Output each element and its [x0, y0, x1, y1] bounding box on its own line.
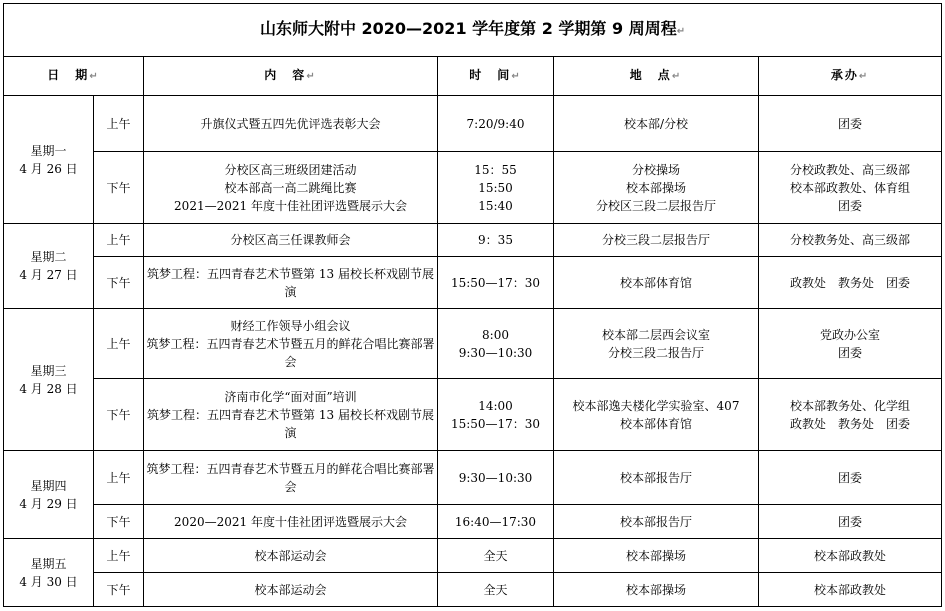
date-label: 4 月 26 日 — [19, 161, 78, 176]
header-content: 内 容↵ — [144, 57, 438, 96]
period-label: 上午 — [106, 116, 131, 131]
org-line: 校本部政教处 — [814, 548, 887, 563]
content-line: 筑梦工程：五四青春艺术节暨五月的鲜花合唱比赛部署会 — [146, 336, 435, 369]
content-line: 筑梦工程：五四青春艺术节暨第 13 届校长杯戏剧节展演 — [147, 266, 434, 299]
title-row — [4, 4, 942, 57]
org-line: 政教处 教务处 团委 — [790, 416, 911, 431]
content-line: 财经工作领导小组会议 — [230, 318, 351, 333]
time-line: 9:30—10:30 — [458, 470, 533, 485]
place-line: 校本部操场 — [625, 582, 686, 597]
content-cell — [144, 152, 438, 224]
day-label: 星期五 — [30, 556, 67, 571]
day-label: 星期一 — [30, 143, 67, 158]
content-line: 升旗仪式暨五四先优评选表彰大会 — [200, 116, 381, 131]
content-cell — [144, 224, 438, 257]
place-line: 校本部体育馆 — [619, 416, 692, 431]
day-cell — [4, 451, 94, 539]
place-line: 校本部操场 — [625, 548, 686, 563]
place-line: 校本部报告厅 — [619, 470, 692, 485]
time-line: 16:40—17:30 — [454, 514, 537, 529]
org-line: 团委 — [838, 116, 863, 131]
org-cell — [759, 224, 942, 257]
org-line: 团委 — [838, 470, 863, 485]
day-cell — [4, 309, 94, 451]
org-line: 团委 — [838, 514, 863, 529]
org-line: 校本部政教处、体育组 — [790, 180, 911, 195]
session-row — [4, 152, 942, 224]
content-line: 分校区高三班级团建活动 — [224, 162, 357, 177]
time-cell — [438, 573, 554, 607]
place-cell — [554, 379, 759, 451]
time-line: 9：35 — [478, 233, 513, 247]
content-line: 2020—2021 年度十佳社团评选暨展示大会 — [174, 514, 407, 529]
period-cell — [94, 539, 144, 573]
session-row — [4, 505, 942, 539]
content-line: 济南市化学“面对面”培训 — [224, 389, 357, 404]
time-cell — [438, 224, 554, 257]
time-cell — [438, 96, 554, 152]
period-cell — [94, 573, 144, 607]
time-cell — [438, 451, 554, 505]
header-date: 日 期↵ — [4, 57, 144, 96]
org-line: 团委 — [838, 198, 863, 213]
org-cell — [759, 379, 942, 451]
place-cell — [554, 309, 759, 379]
time-line: 14:00 — [478, 398, 513, 413]
content-cell — [144, 505, 438, 539]
time-line: 15:50—17：30 — [450, 275, 541, 290]
org-line: 校本部教务处、化学组 — [790, 398, 911, 413]
place-cell — [554, 573, 759, 607]
session-row — [4, 257, 942, 309]
org-cell — [759, 96, 942, 152]
time-line: 15：55 — [474, 162, 517, 177]
period-cell — [94, 379, 144, 451]
period-label: 下午 — [106, 582, 131, 597]
place-cell — [554, 505, 759, 539]
session-row — [4, 224, 942, 257]
date-label: 4 月 28 日 — [19, 381, 78, 396]
session-row — [4, 96, 942, 152]
day-label: 星期三 — [30, 363, 67, 378]
content-line: 校本部运动会 — [254, 548, 327, 563]
place-cell — [554, 152, 759, 224]
session-row — [4, 379, 942, 451]
time-cell — [438, 257, 554, 309]
period-cell — [94, 257, 144, 309]
place-line: 分校操场 — [631, 162, 680, 177]
time-line: 15:50 — [478, 180, 513, 195]
org-cell — [759, 573, 942, 607]
place-line: 校本部体育馆 — [619, 275, 692, 290]
period-label: 上午 — [106, 336, 131, 351]
place-cell — [554, 96, 759, 152]
period-label: 上午 — [106, 470, 131, 485]
time-line: 15:40 — [478, 198, 513, 213]
time-cell — [438, 539, 554, 573]
content-cell — [144, 379, 438, 451]
period-cell — [94, 505, 144, 539]
content-cell — [144, 309, 438, 379]
session-row — [4, 309, 942, 379]
weekly-schedule-table — [3, 3, 942, 607]
org-line: 团委 — [838, 345, 863, 360]
content-line: 校本部高一高二跳绳比赛 — [224, 180, 357, 195]
session-row — [4, 573, 942, 607]
date-label: 4 月 30 日 — [19, 574, 78, 589]
place-line: 分校区三段二层报告厅 — [595, 198, 716, 213]
day-label: 星期二 — [30, 250, 67, 264]
day-label: 星期四 — [30, 478, 67, 493]
session-row — [4, 451, 942, 505]
org-line: 分校教务处、高三级部 — [790, 233, 911, 247]
period-label: 上午 — [106, 548, 131, 563]
org-line: 分校政教处、高三级部 — [790, 162, 911, 177]
org-cell — [759, 451, 942, 505]
place-line: 校本部逸夫楼化学实验室、407 — [572, 398, 740, 413]
content-cell — [144, 257, 438, 309]
date-label: 4 月 27 日 — [19, 268, 78, 282]
time-line: 8:00 — [482, 327, 509, 342]
period-label: 上午 — [106, 233, 131, 247]
place-line: 校本部二层西会议室 — [601, 327, 710, 342]
date-label: 4 月 29 日 — [19, 496, 78, 511]
period-label: 下午 — [106, 275, 131, 290]
org-line: 校本部政教处 — [814, 582, 887, 597]
org-line: 党政办公室 — [820, 327, 881, 342]
place-line: 校本部操场 — [625, 180, 686, 195]
content-line: 筑梦工程：五四青春艺术节暨五月的鲜花合唱比赛部署会 — [146, 461, 435, 494]
place-line: 分校三段二报告厅 — [607, 345, 704, 360]
day-cell — [4, 539, 94, 607]
period-label: 下午 — [106, 407, 131, 422]
header-row — [4, 57, 942, 96]
period-label: 下午 — [106, 180, 131, 195]
page-title: 山东师大附中 2020—2021 学年度第 2 学期第 9 周周程↵ — [4, 4, 942, 57]
place-cell — [554, 224, 759, 257]
place-line: 分校三段二层报告厅 — [601, 233, 710, 247]
org-cell — [759, 309, 942, 379]
time-cell — [438, 152, 554, 224]
time-line: 15:50—17：30 — [450, 416, 541, 431]
time-cell — [438, 379, 554, 451]
header-time: 时 间↵ — [438, 57, 554, 96]
content-line: 校本部运动会 — [254, 582, 327, 597]
header-org: 承办↵ — [759, 57, 942, 96]
time-cell — [438, 505, 554, 539]
org-line: 政教处 教务处 团委 — [790, 275, 911, 290]
time-line: 全天 — [483, 582, 508, 597]
content-cell — [144, 451, 438, 505]
time-line: 7:20/9:40 — [466, 116, 525, 131]
period-cell — [94, 96, 144, 152]
header-place: 地 点↵ — [554, 57, 759, 96]
content-line: 2021—2021 年度十佳社团评选暨展示大会 — [174, 198, 407, 213]
period-cell — [94, 152, 144, 224]
place-cell — [554, 257, 759, 309]
org-cell — [759, 505, 942, 539]
place-line: 校本部/分校 — [623, 116, 689, 131]
day-cell — [4, 96, 94, 224]
content-cell — [144, 539, 438, 573]
day-cell — [4, 224, 94, 309]
org-cell — [759, 539, 942, 573]
time-line: 9:30—10:30 — [458, 345, 533, 360]
period-cell — [94, 451, 144, 505]
place-cell — [554, 451, 759, 505]
session-row — [4, 539, 942, 573]
org-cell — [759, 257, 942, 309]
period-cell — [94, 309, 144, 379]
time-cell — [438, 309, 554, 379]
content-line: 筑梦工程：五四青春艺术节暨第 13 届校长杯戏剧节展演 — [147, 407, 434, 440]
content-cell — [144, 573, 438, 607]
content-cell — [144, 96, 438, 152]
time-line: 全天 — [483, 548, 508, 563]
place-cell — [554, 539, 759, 573]
content-line: 分校区高三任课教师会 — [230, 233, 351, 247]
period-label: 下午 — [106, 514, 131, 529]
org-cell — [759, 152, 942, 224]
place-line: 校本部报告厅 — [619, 514, 692, 529]
period-cell — [94, 224, 144, 257]
